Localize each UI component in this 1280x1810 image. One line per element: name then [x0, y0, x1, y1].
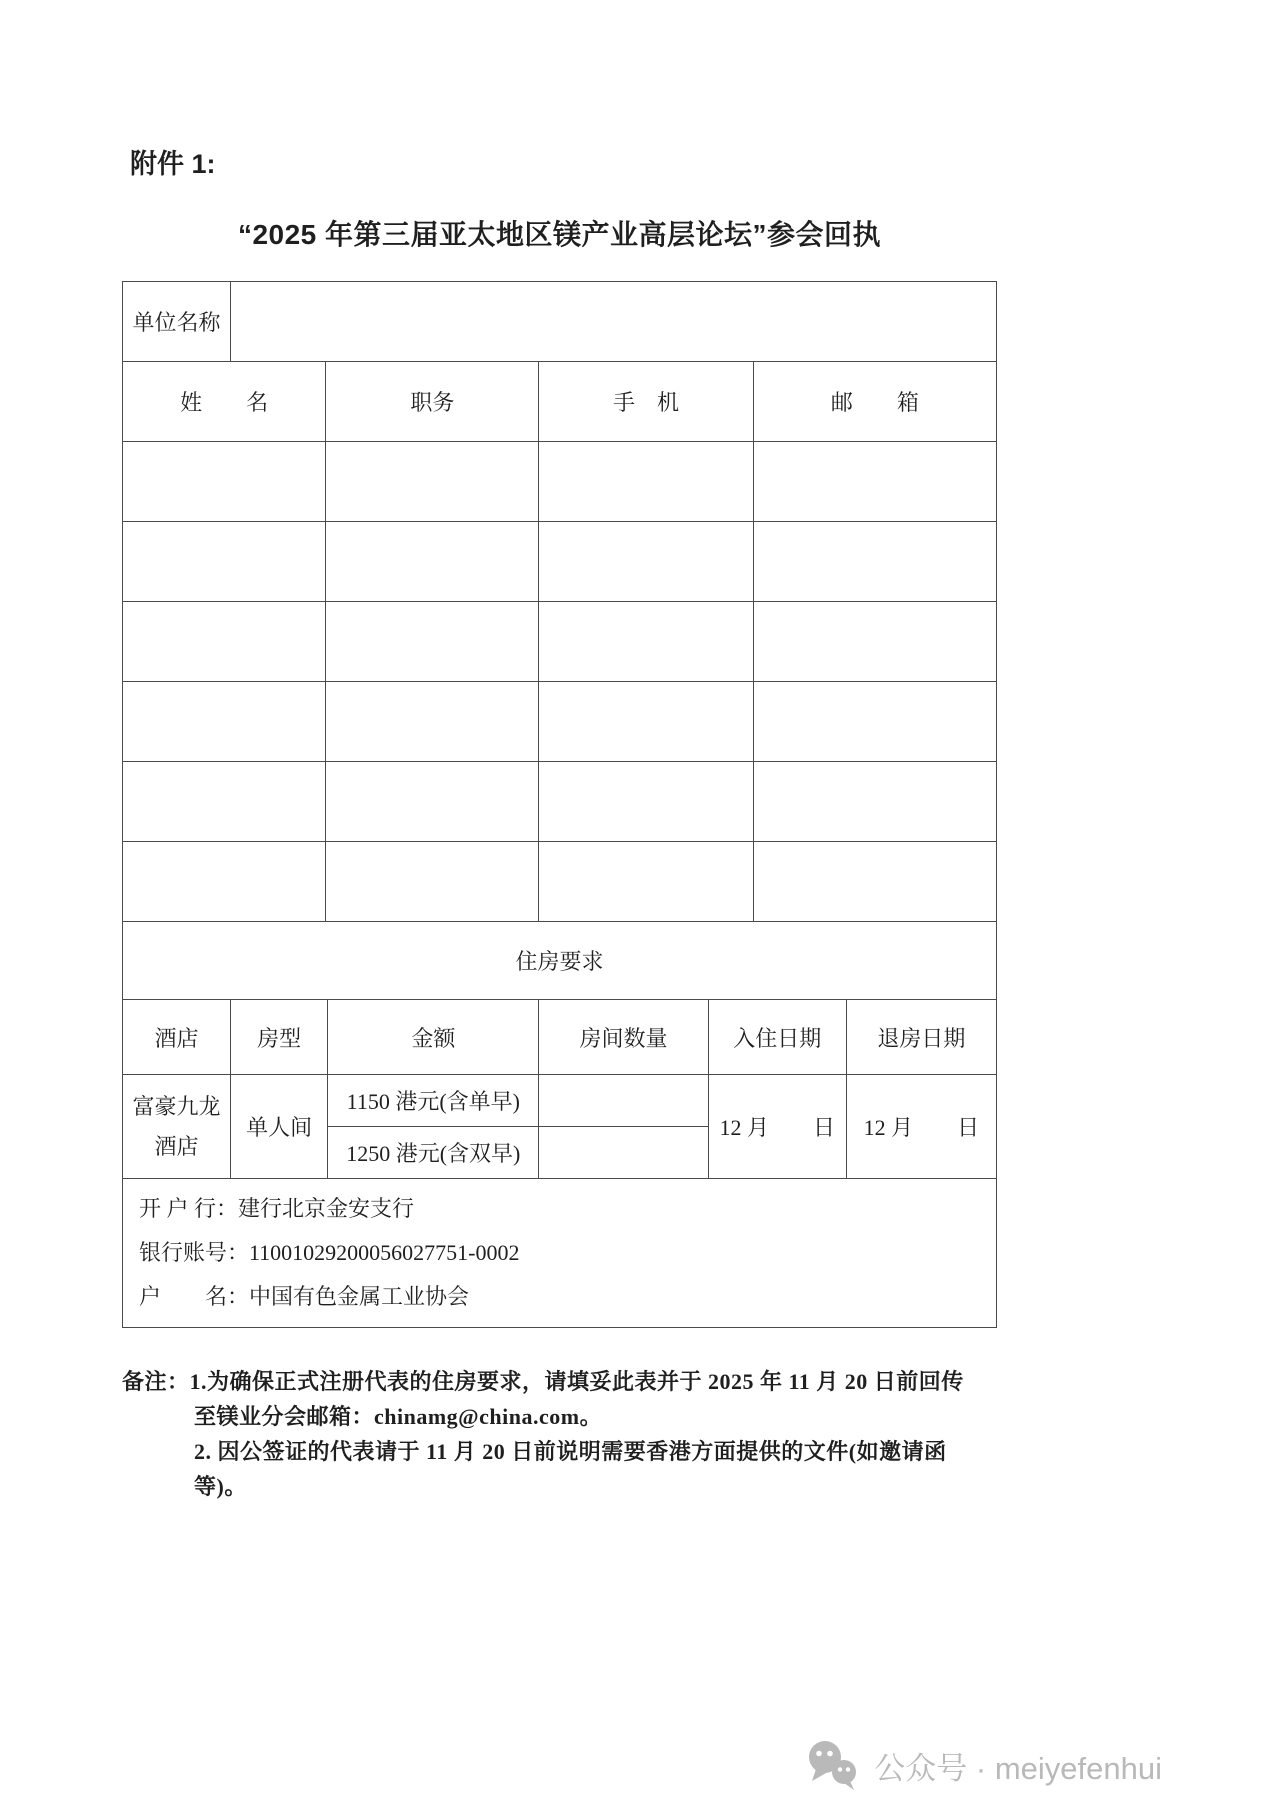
attendee-input-cell[interactable]: [123, 442, 326, 522]
checkout-date-cell[interactable]: 12 月 日: [846, 1075, 996, 1179]
attachment-label: 附件 1:: [130, 149, 216, 179]
attendee-input-cell[interactable]: [123, 602, 326, 682]
attendee-input-cell[interactable]: [753, 602, 996, 682]
attendee-input-cell[interactable]: [539, 522, 753, 602]
notes: [122, 1364, 997, 1504]
housing-band-table: [122, 921, 997, 1000]
room-type: 单人间: [231, 1075, 328, 1179]
col-header-checkin: 入住日期: [708, 1000, 846, 1075]
note-line-1: 备注：1.为确保正式注册代表的住房要求，请填妥此表并于 2025 年 11 月 20 日前回传: [122, 1369, 964, 1394]
room-count-cell-1[interactable]: [539, 1075, 708, 1127]
hotel-row-1: [123, 1075, 997, 1127]
note-line-3: 2. 因公签证的代表请于 11 月 20 日前说明需要香港方面提供的文件(如邀请函等)。: [194, 1439, 947, 1499]
col-header-email: 邮 箱: [753, 362, 996, 442]
checkin-date-cell[interactable]: 12 月 日: [708, 1075, 846, 1179]
attendee-input-cell[interactable]: [326, 842, 539, 922]
wechat-icon: [804, 1740, 860, 1790]
attendee-header-row: [123, 362, 997, 442]
attendee-input-cell[interactable]: [123, 762, 326, 842]
attendee-input-cell[interactable]: [753, 842, 996, 922]
col-header-price: 金额: [328, 1000, 539, 1075]
col-header-hotel: 酒店: [123, 1000, 231, 1075]
note-line-2: 至镁业分会邮箱：chinamg@china.com。: [194, 1404, 603, 1429]
housing-header-row: [123, 1000, 997, 1075]
attendee-row: [123, 682, 997, 762]
attendee-row: [123, 442, 997, 522]
attendee-input-cell[interactable]: [326, 442, 539, 522]
attendee-input-cell[interactable]: [753, 522, 996, 602]
attendee-input-cell[interactable]: [326, 522, 539, 602]
registration-form: [122, 281, 997, 1328]
unit-name-table: [122, 281, 997, 362]
col-header-room-type: 房型: [231, 1000, 328, 1075]
attendee-input-cell[interactable]: [539, 682, 753, 762]
bank-account-name: 户 名：中国有色金属工业协会: [139, 1284, 470, 1309]
bank-account-number: 银行账号：11001029200056027751-0002: [139, 1240, 520, 1265]
page-title: “2025 年第三届亚太地区镁产业高层论坛”参会回执: [237, 219, 882, 250]
col-header-name: 姓 名: [123, 362, 326, 442]
attendee-input-cell[interactable]: [123, 842, 326, 922]
watermark: [804, 1740, 1162, 1790]
unit-name-label: 单位名称: [123, 282, 231, 362]
attendee-input-cell[interactable]: [753, 682, 996, 762]
attendee-input-cell[interactable]: [326, 762, 539, 842]
attendee-table-body: [123, 362, 997, 922]
watermark-text: 公众号 · meiyefenhui: [874, 1750, 1162, 1786]
hotel-name: 富豪九龙酒店: [123, 1075, 231, 1179]
bank-info: [123, 1179, 997, 1328]
bank-branch: 开 户 行：建行北京金安支行: [139, 1196, 415, 1221]
attendee-input-cell[interactable]: [326, 682, 539, 762]
attendee-table: [122, 361, 997, 922]
attendee-row: [123, 602, 997, 682]
housing-table: [122, 999, 997, 1179]
attendee-input-cell[interactable]: [123, 522, 326, 602]
attendee-row: [123, 762, 997, 842]
attendee-input-cell[interactable]: [123, 682, 326, 762]
document: [122, 0, 997, 1504]
col-header-title: 职务: [326, 362, 539, 442]
attendee-input-cell[interactable]: [539, 762, 753, 842]
room-count-cell-2[interactable]: [539, 1127, 708, 1179]
unit-name-input-cell[interactable]: [231, 282, 997, 362]
col-header-room-count: 房间数量: [539, 1000, 708, 1075]
housing-section-title: 住房要求: [123, 922, 997, 1000]
attendee-input-cell[interactable]: [539, 442, 753, 522]
col-header-mobile: 手 机: [539, 362, 753, 442]
attendee-input-cell[interactable]: [539, 602, 753, 682]
attendee-row: [123, 522, 997, 602]
attendee-input-cell[interactable]: [753, 762, 996, 842]
attendee-row: [123, 842, 997, 922]
price-option-double: 1250 港元(含双早): [328, 1127, 539, 1179]
price-option-single: 1150 港元(含单早): [328, 1075, 539, 1127]
attendee-input-cell[interactable]: [753, 442, 996, 522]
bank-table: [122, 1178, 997, 1328]
col-header-checkout: 退房日期: [846, 1000, 996, 1075]
attendee-input-cell[interactable]: [539, 842, 753, 922]
attendee-input-cell[interactable]: [326, 602, 539, 682]
